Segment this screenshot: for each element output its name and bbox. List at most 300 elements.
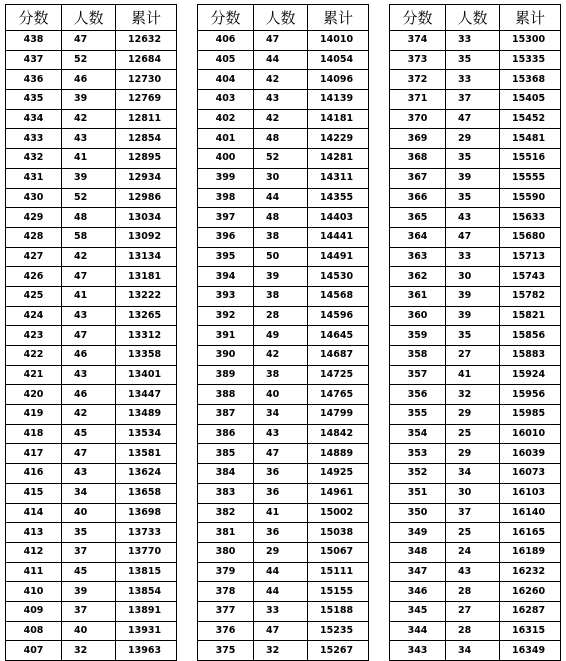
cumulative-cell: 15743 — [500, 267, 561, 287]
table-row — [198, 326, 369, 346]
count-cell: 27 — [446, 601, 500, 621]
count-cell: 29 — [446, 405, 500, 425]
cumulative-cell: 12895 — [116, 149, 177, 169]
score-cell: 385 — [198, 444, 254, 464]
count-cell: 33 — [446, 247, 500, 267]
table-row — [198, 247, 369, 267]
cumulative-cell: 13447 — [116, 385, 177, 405]
score-cell: 353 — [390, 444, 446, 464]
cumulative-cell: 13092 — [116, 227, 177, 247]
cumulative-cell: 15713 — [500, 247, 561, 267]
cumulative-cell: 15680 — [500, 227, 561, 247]
score-cell: 346 — [390, 582, 446, 602]
table-row — [198, 346, 369, 366]
score-cell: 363 — [390, 247, 446, 267]
table-row — [198, 365, 369, 385]
table-row — [6, 542, 177, 562]
cumulative-cell: 14311 — [308, 168, 369, 188]
cumulative-cell: 14229 — [308, 129, 369, 149]
table-row — [198, 129, 369, 149]
cumulative-cell: 16315 — [500, 621, 561, 641]
count-cell: 49 — [254, 326, 308, 346]
score-cell: 374 — [390, 31, 446, 51]
table-row — [6, 306, 177, 326]
score-cell: 358 — [390, 346, 446, 366]
score-cell: 437 — [6, 50, 62, 70]
score-cell: 382 — [198, 503, 254, 523]
score-cell: 435 — [6, 90, 62, 110]
count-cell: 39 — [446, 306, 500, 326]
table-row — [6, 267, 177, 287]
count-cell: 58 — [62, 227, 116, 247]
header-cumulative: 累计 — [308, 5, 369, 31]
table-row — [390, 267, 561, 287]
cumulative-cell: 13658 — [116, 483, 177, 503]
cumulative-cell: 15111 — [308, 562, 369, 582]
count-cell: 43 — [62, 365, 116, 385]
table-row — [390, 385, 561, 405]
score-cell: 416 — [6, 464, 62, 484]
cumulative-cell: 15856 — [500, 326, 561, 346]
count-cell: 46 — [62, 385, 116, 405]
table-row — [390, 208, 561, 228]
table-row — [390, 503, 561, 523]
score-cell: 425 — [6, 286, 62, 306]
count-cell: 34 — [446, 464, 500, 484]
table-row — [198, 70, 369, 90]
table-row — [390, 542, 561, 562]
cumulative-cell: 12730 — [116, 70, 177, 90]
score-cell: 404 — [198, 70, 254, 90]
score-cell: 403 — [198, 90, 254, 110]
table-row — [390, 247, 561, 267]
count-cell: 33 — [446, 31, 500, 51]
table-row — [6, 562, 177, 582]
cumulative-cell: 12769 — [116, 90, 177, 110]
cumulative-cell: 14054 — [308, 50, 369, 70]
cumulative-cell: 13034 — [116, 208, 177, 228]
header-count: 人数 — [254, 5, 308, 31]
score-cell: 422 — [6, 346, 62, 366]
score-cell: 431 — [6, 168, 62, 188]
table-row — [198, 582, 369, 602]
cumulative-cell: 13489 — [116, 405, 177, 425]
score-cell: 386 — [198, 424, 254, 444]
score-cell: 413 — [6, 523, 62, 543]
score-cell: 373 — [390, 50, 446, 70]
score-cell: 417 — [6, 444, 62, 464]
count-cell: 32 — [62, 641, 116, 661]
table-row — [6, 90, 177, 110]
cumulative-cell: 12684 — [116, 50, 177, 70]
count-cell: 44 — [254, 562, 308, 582]
score-cell: 406 — [198, 31, 254, 51]
count-cell: 33 — [254, 601, 308, 621]
score-cell: 411 — [6, 562, 62, 582]
count-cell: 37 — [446, 503, 500, 523]
score-cell: 395 — [198, 247, 254, 267]
cumulative-cell: 15155 — [308, 582, 369, 602]
count-cell: 48 — [62, 208, 116, 228]
count-cell: 42 — [62, 109, 116, 129]
score-cell: 405 — [198, 50, 254, 70]
cumulative-cell: 14139 — [308, 90, 369, 110]
score-cell: 420 — [6, 385, 62, 405]
score-cell: 359 — [390, 326, 446, 346]
score-cell: 360 — [390, 306, 446, 326]
cumulative-cell: 13181 — [116, 267, 177, 287]
cumulative-cell: 14765 — [308, 385, 369, 405]
count-cell: 39 — [446, 168, 500, 188]
count-cell: 44 — [254, 188, 308, 208]
table-row — [198, 267, 369, 287]
count-cell: 45 — [62, 562, 116, 582]
count-cell: 36 — [254, 464, 308, 484]
table-row — [390, 168, 561, 188]
score-cell: 347 — [390, 562, 446, 582]
score-cell: 423 — [6, 326, 62, 346]
score-cell: 391 — [198, 326, 254, 346]
score-cell: 381 — [198, 523, 254, 543]
count-cell: 43 — [62, 129, 116, 149]
score-cell: 362 — [390, 267, 446, 287]
count-cell: 43 — [62, 464, 116, 484]
table-row — [198, 188, 369, 208]
table-row — [6, 129, 177, 149]
score-cell: 393 — [198, 286, 254, 306]
cumulative-cell: 13733 — [116, 523, 177, 543]
table-row — [390, 188, 561, 208]
count-cell: 47 — [446, 227, 500, 247]
table-row — [390, 405, 561, 425]
count-cell: 47 — [62, 326, 116, 346]
cumulative-cell: 14355 — [308, 188, 369, 208]
table-row — [198, 109, 369, 129]
cumulative-cell: 13312 — [116, 326, 177, 346]
score-cell: 343 — [390, 641, 446, 661]
table-row — [6, 70, 177, 90]
score-cell: 399 — [198, 168, 254, 188]
table-row — [390, 326, 561, 346]
cumulative-cell: 16189 — [500, 542, 561, 562]
cumulative-cell: 16349 — [500, 641, 561, 661]
score-cell: 424 — [6, 306, 62, 326]
cumulative-cell: 16010 — [500, 424, 561, 444]
cumulative-cell: 15405 — [500, 90, 561, 110]
table-row — [198, 31, 369, 51]
score-cell: 401 — [198, 129, 254, 149]
cumulative-cell: 12934 — [116, 168, 177, 188]
table-row — [6, 346, 177, 366]
count-cell: 37 — [62, 601, 116, 621]
cumulative-cell: 13534 — [116, 424, 177, 444]
cumulative-cell: 14010 — [308, 31, 369, 51]
count-cell: 48 — [254, 208, 308, 228]
score-cell: 394 — [198, 267, 254, 287]
table-row — [198, 50, 369, 70]
count-cell: 34 — [254, 405, 308, 425]
count-cell: 35 — [446, 326, 500, 346]
score-cell: 384 — [198, 464, 254, 484]
cumulative-cell: 13931 — [116, 621, 177, 641]
count-cell: 30 — [446, 267, 500, 287]
cumulative-cell: 16103 — [500, 483, 561, 503]
cumulative-cell: 15633 — [500, 208, 561, 228]
count-cell: 52 — [254, 149, 308, 169]
cumulative-cell: 13265 — [116, 306, 177, 326]
score-cell: 396 — [198, 227, 254, 247]
score-cell: 438 — [6, 31, 62, 51]
table-row — [198, 149, 369, 169]
score-cell: 370 — [390, 109, 446, 129]
count-cell: 41 — [62, 149, 116, 169]
score-cell: 369 — [390, 129, 446, 149]
cumulative-cell: 16260 — [500, 582, 561, 602]
count-cell: 42 — [254, 70, 308, 90]
score-cell: 414 — [6, 503, 62, 523]
cumulative-cell: 13891 — [116, 601, 177, 621]
table-row — [198, 523, 369, 543]
score-cell: 371 — [390, 90, 446, 110]
table-row — [390, 286, 561, 306]
score-cell: 436 — [6, 70, 62, 90]
count-cell: 39 — [62, 168, 116, 188]
score-cell: 400 — [198, 149, 254, 169]
count-cell: 32 — [446, 385, 500, 405]
count-cell: 34 — [62, 483, 116, 503]
table-row — [6, 365, 177, 385]
count-cell: 44 — [254, 582, 308, 602]
cumulative-cell: 15516 — [500, 149, 561, 169]
cumulative-cell: 14961 — [308, 483, 369, 503]
score-cell: 352 — [390, 464, 446, 484]
cumulative-cell: 13358 — [116, 346, 177, 366]
score-table-1 — [5, 4, 177, 661]
table-row — [6, 582, 177, 602]
table-row — [390, 424, 561, 444]
table-row — [6, 227, 177, 247]
count-cell: 39 — [62, 90, 116, 110]
count-cell: 40 — [62, 503, 116, 523]
table-row — [6, 424, 177, 444]
cumulative-cell: 13854 — [116, 582, 177, 602]
count-cell: 34 — [446, 641, 500, 661]
cumulative-cell: 13963 — [116, 641, 177, 661]
cumulative-cell: 14441 — [308, 227, 369, 247]
table-row — [198, 227, 369, 247]
score-cell: 356 — [390, 385, 446, 405]
count-cell: 40 — [254, 385, 308, 405]
score-cell: 376 — [198, 621, 254, 641]
score-cell: 344 — [390, 621, 446, 641]
score-cell: 380 — [198, 542, 254, 562]
score-cell: 379 — [198, 562, 254, 582]
table-row — [390, 562, 561, 582]
cumulative-cell: 15985 — [500, 405, 561, 425]
count-cell: 42 — [254, 109, 308, 129]
score-cell: 402 — [198, 109, 254, 129]
table-row — [6, 326, 177, 346]
count-cell: 27 — [446, 346, 500, 366]
cumulative-cell: 15368 — [500, 70, 561, 90]
count-cell: 38 — [254, 365, 308, 385]
table-row — [6, 523, 177, 543]
count-cell: 25 — [446, 424, 500, 444]
table-row — [390, 464, 561, 484]
table-row — [390, 601, 561, 621]
count-cell: 48 — [254, 129, 308, 149]
score-cell: 429 — [6, 208, 62, 228]
score-cell: 377 — [198, 601, 254, 621]
table-row — [390, 149, 561, 169]
count-cell: 37 — [62, 542, 116, 562]
count-cell: 38 — [254, 286, 308, 306]
count-cell: 47 — [62, 267, 116, 287]
score-cell: 350 — [390, 503, 446, 523]
count-cell: 46 — [62, 70, 116, 90]
table-row — [390, 31, 561, 51]
score-cell: 351 — [390, 483, 446, 503]
score-cell: 348 — [390, 542, 446, 562]
cumulative-cell: 14403 — [308, 208, 369, 228]
cumulative-cell: 13401 — [116, 365, 177, 385]
table-row — [6, 601, 177, 621]
table-row — [198, 424, 369, 444]
score-cell: 433 — [6, 129, 62, 149]
table-row — [390, 50, 561, 70]
score-cell: 397 — [198, 208, 254, 228]
table-row — [198, 503, 369, 523]
cumulative-cell: 15956 — [500, 385, 561, 405]
cumulative-cell: 15267 — [308, 641, 369, 661]
table-row — [6, 50, 177, 70]
score-cell: 355 — [390, 405, 446, 425]
table-row — [198, 464, 369, 484]
count-cell: 29 — [446, 129, 500, 149]
count-cell: 47 — [446, 109, 500, 129]
table-row — [198, 405, 369, 425]
table-row — [6, 286, 177, 306]
score-cell: 387 — [198, 405, 254, 425]
cumulative-cell: 14645 — [308, 326, 369, 346]
table-row — [390, 621, 561, 641]
table-row — [390, 582, 561, 602]
count-cell: 41 — [254, 503, 308, 523]
cumulative-cell: 15821 — [500, 306, 561, 326]
score-cell: 432 — [6, 149, 62, 169]
count-cell: 39 — [62, 582, 116, 602]
table-row — [198, 168, 369, 188]
cumulative-cell: 16165 — [500, 523, 561, 543]
table-row — [198, 286, 369, 306]
count-cell: 43 — [446, 562, 500, 582]
cumulative-cell: 15452 — [500, 109, 561, 129]
count-cell: 28 — [446, 621, 500, 641]
count-cell: 35 — [446, 149, 500, 169]
count-cell: 30 — [446, 483, 500, 503]
count-cell: 45 — [62, 424, 116, 444]
score-cell: 410 — [6, 582, 62, 602]
table-row — [6, 385, 177, 405]
count-cell: 43 — [254, 90, 308, 110]
cumulative-cell: 16073 — [500, 464, 561, 484]
cumulative-cell: 14530 — [308, 267, 369, 287]
score-cell: 366 — [390, 188, 446, 208]
count-cell: 50 — [254, 247, 308, 267]
score-cell: 364 — [390, 227, 446, 247]
score-cell: 357 — [390, 365, 446, 385]
cumulative-cell: 14799 — [308, 405, 369, 425]
cumulative-cell: 12854 — [116, 129, 177, 149]
score-cell: 415 — [6, 483, 62, 503]
table-row — [390, 90, 561, 110]
cumulative-cell: 14889 — [308, 444, 369, 464]
score-cell: 365 — [390, 208, 446, 228]
table-row — [198, 483, 369, 503]
score-table-2 — [197, 4, 369, 661]
count-cell: 41 — [62, 286, 116, 306]
table-row — [390, 306, 561, 326]
table-row — [390, 523, 561, 543]
cumulative-cell: 15924 — [500, 365, 561, 385]
score-cell: 345 — [390, 601, 446, 621]
count-cell: 35 — [62, 523, 116, 543]
table-row — [6, 503, 177, 523]
cumulative-cell: 14096 — [308, 70, 369, 90]
cumulative-cell: 13624 — [116, 464, 177, 484]
cumulative-cell: 14281 — [308, 149, 369, 169]
header-count: 人数 — [62, 5, 116, 31]
cumulative-cell: 13581 — [116, 444, 177, 464]
count-cell: 47 — [62, 31, 116, 51]
count-cell: 29 — [254, 542, 308, 562]
count-cell: 25 — [446, 523, 500, 543]
score-cell: 378 — [198, 582, 254, 602]
table-row — [6, 208, 177, 228]
score-cell: 434 — [6, 109, 62, 129]
header-score: 分数 — [390, 5, 446, 31]
count-cell: 42 — [254, 346, 308, 366]
score-cell: 412 — [6, 542, 62, 562]
cumulative-cell: 15555 — [500, 168, 561, 188]
count-cell: 46 — [62, 346, 116, 366]
table-row — [198, 444, 369, 464]
score-cell: 428 — [6, 227, 62, 247]
score-cell: 361 — [390, 286, 446, 306]
cumulative-cell: 16039 — [500, 444, 561, 464]
count-cell: 36 — [254, 523, 308, 543]
count-cell: 47 — [254, 444, 308, 464]
count-cell: 47 — [62, 444, 116, 464]
count-cell: 44 — [254, 50, 308, 70]
table-row — [198, 208, 369, 228]
table-row — [390, 346, 561, 366]
cumulative-cell: 15235 — [308, 621, 369, 641]
count-cell: 35 — [446, 188, 500, 208]
score-cell: 427 — [6, 247, 62, 267]
score-cell: 418 — [6, 424, 62, 444]
table-row — [6, 444, 177, 464]
cumulative-cell: 14491 — [308, 247, 369, 267]
cumulative-cell: 15067 — [308, 542, 369, 562]
cumulative-cell: 12986 — [116, 188, 177, 208]
score-cell: 392 — [198, 306, 254, 326]
cumulative-cell: 14596 — [308, 306, 369, 326]
cumulative-cell: 16232 — [500, 562, 561, 582]
count-cell: 40 — [62, 621, 116, 641]
score-cell: 375 — [198, 641, 254, 661]
cumulative-cell: 14568 — [308, 286, 369, 306]
